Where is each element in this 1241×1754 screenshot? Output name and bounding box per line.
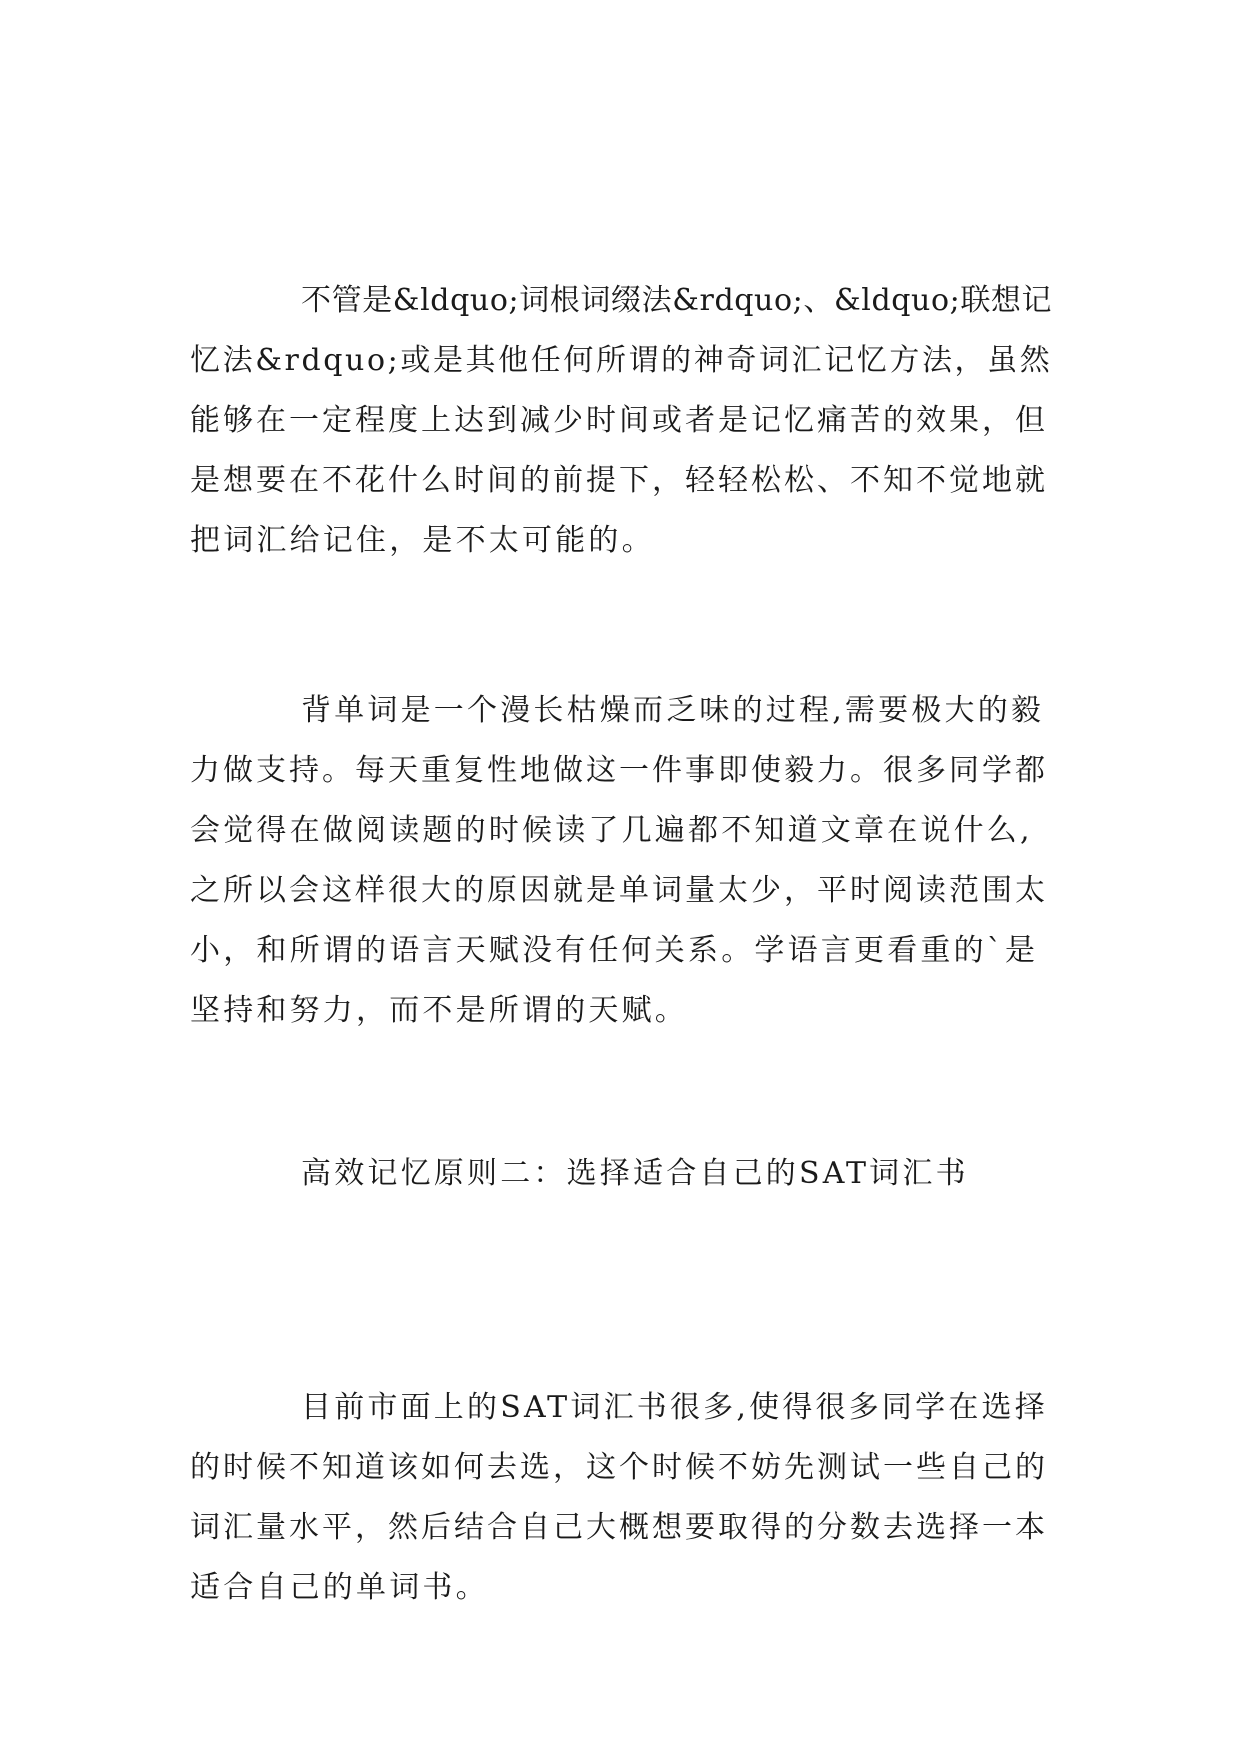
paragraph-line: 的时候不知道该如何去选，这个时候不妨先测试一些自己的 [190, 1450, 1048, 1485]
paragraph-line: 背单词是一个漫长枯燥而乏味的过程,需要极大的毅 [301, 693, 1045, 728]
paragraph-line: 忆法&rdquo;或是其他任何所谓的神奇词汇记忆方法，虽然 [190, 343, 1053, 378]
paragraph-line: 能够在一定程度上达到减少时间或者是记忆痛苦的效果，但 [190, 403, 1048, 438]
paragraph-line: 是想要在不花什么时间的前提下，轻轻松松、不知不觉地就 [190, 463, 1048, 498]
paragraph-line: 力做支持。每天重复性地做这一件事即使毅力。很多同学都 [190, 753, 1048, 788]
paragraph-line: 适合自己的单词书。 [190, 1570, 489, 1605]
paragraph-line: 坚持和努力，而不是所谓的天赋。 [190, 993, 688, 1028]
paragraph-line: 会觉得在做阅读题的时候读了几遍都不知道文章在说什么, [190, 813, 1033, 848]
paragraph-perseverance [190, 681, 1052, 1041]
paragraph-choose-book [190, 1378, 1052, 1618]
paragraph-line: 不管是&ldquo;词根词缀法&rdquo;、&ldquo;联想记 [301, 283, 1053, 318]
paragraph-line: 把词汇给记住，是不太可能的。 [190, 523, 655, 558]
paragraph-line: 之所以会这样很大的原因就是单词量太少，平时阅读范围太 [190, 873, 1048, 908]
paragraph-line: 目前市面上的SAT词汇书很多,使得很多同学在选择 [301, 1390, 1048, 1425]
paragraph-memory-methods [190, 271, 1052, 571]
section-heading-text: 高效记忆原则二：选择适合自己的SAT词汇书 [301, 1156, 969, 1191]
paragraph-line: 词汇量水平，然后结合自己大概想要取得的分数去选择一本 [190, 1510, 1048, 1545]
paragraph-line: 小，和所谓的语言天赋没有任何关系。学语言更看重的`是 [190, 933, 1039, 968]
section-heading [190, 1144, 1052, 1204]
